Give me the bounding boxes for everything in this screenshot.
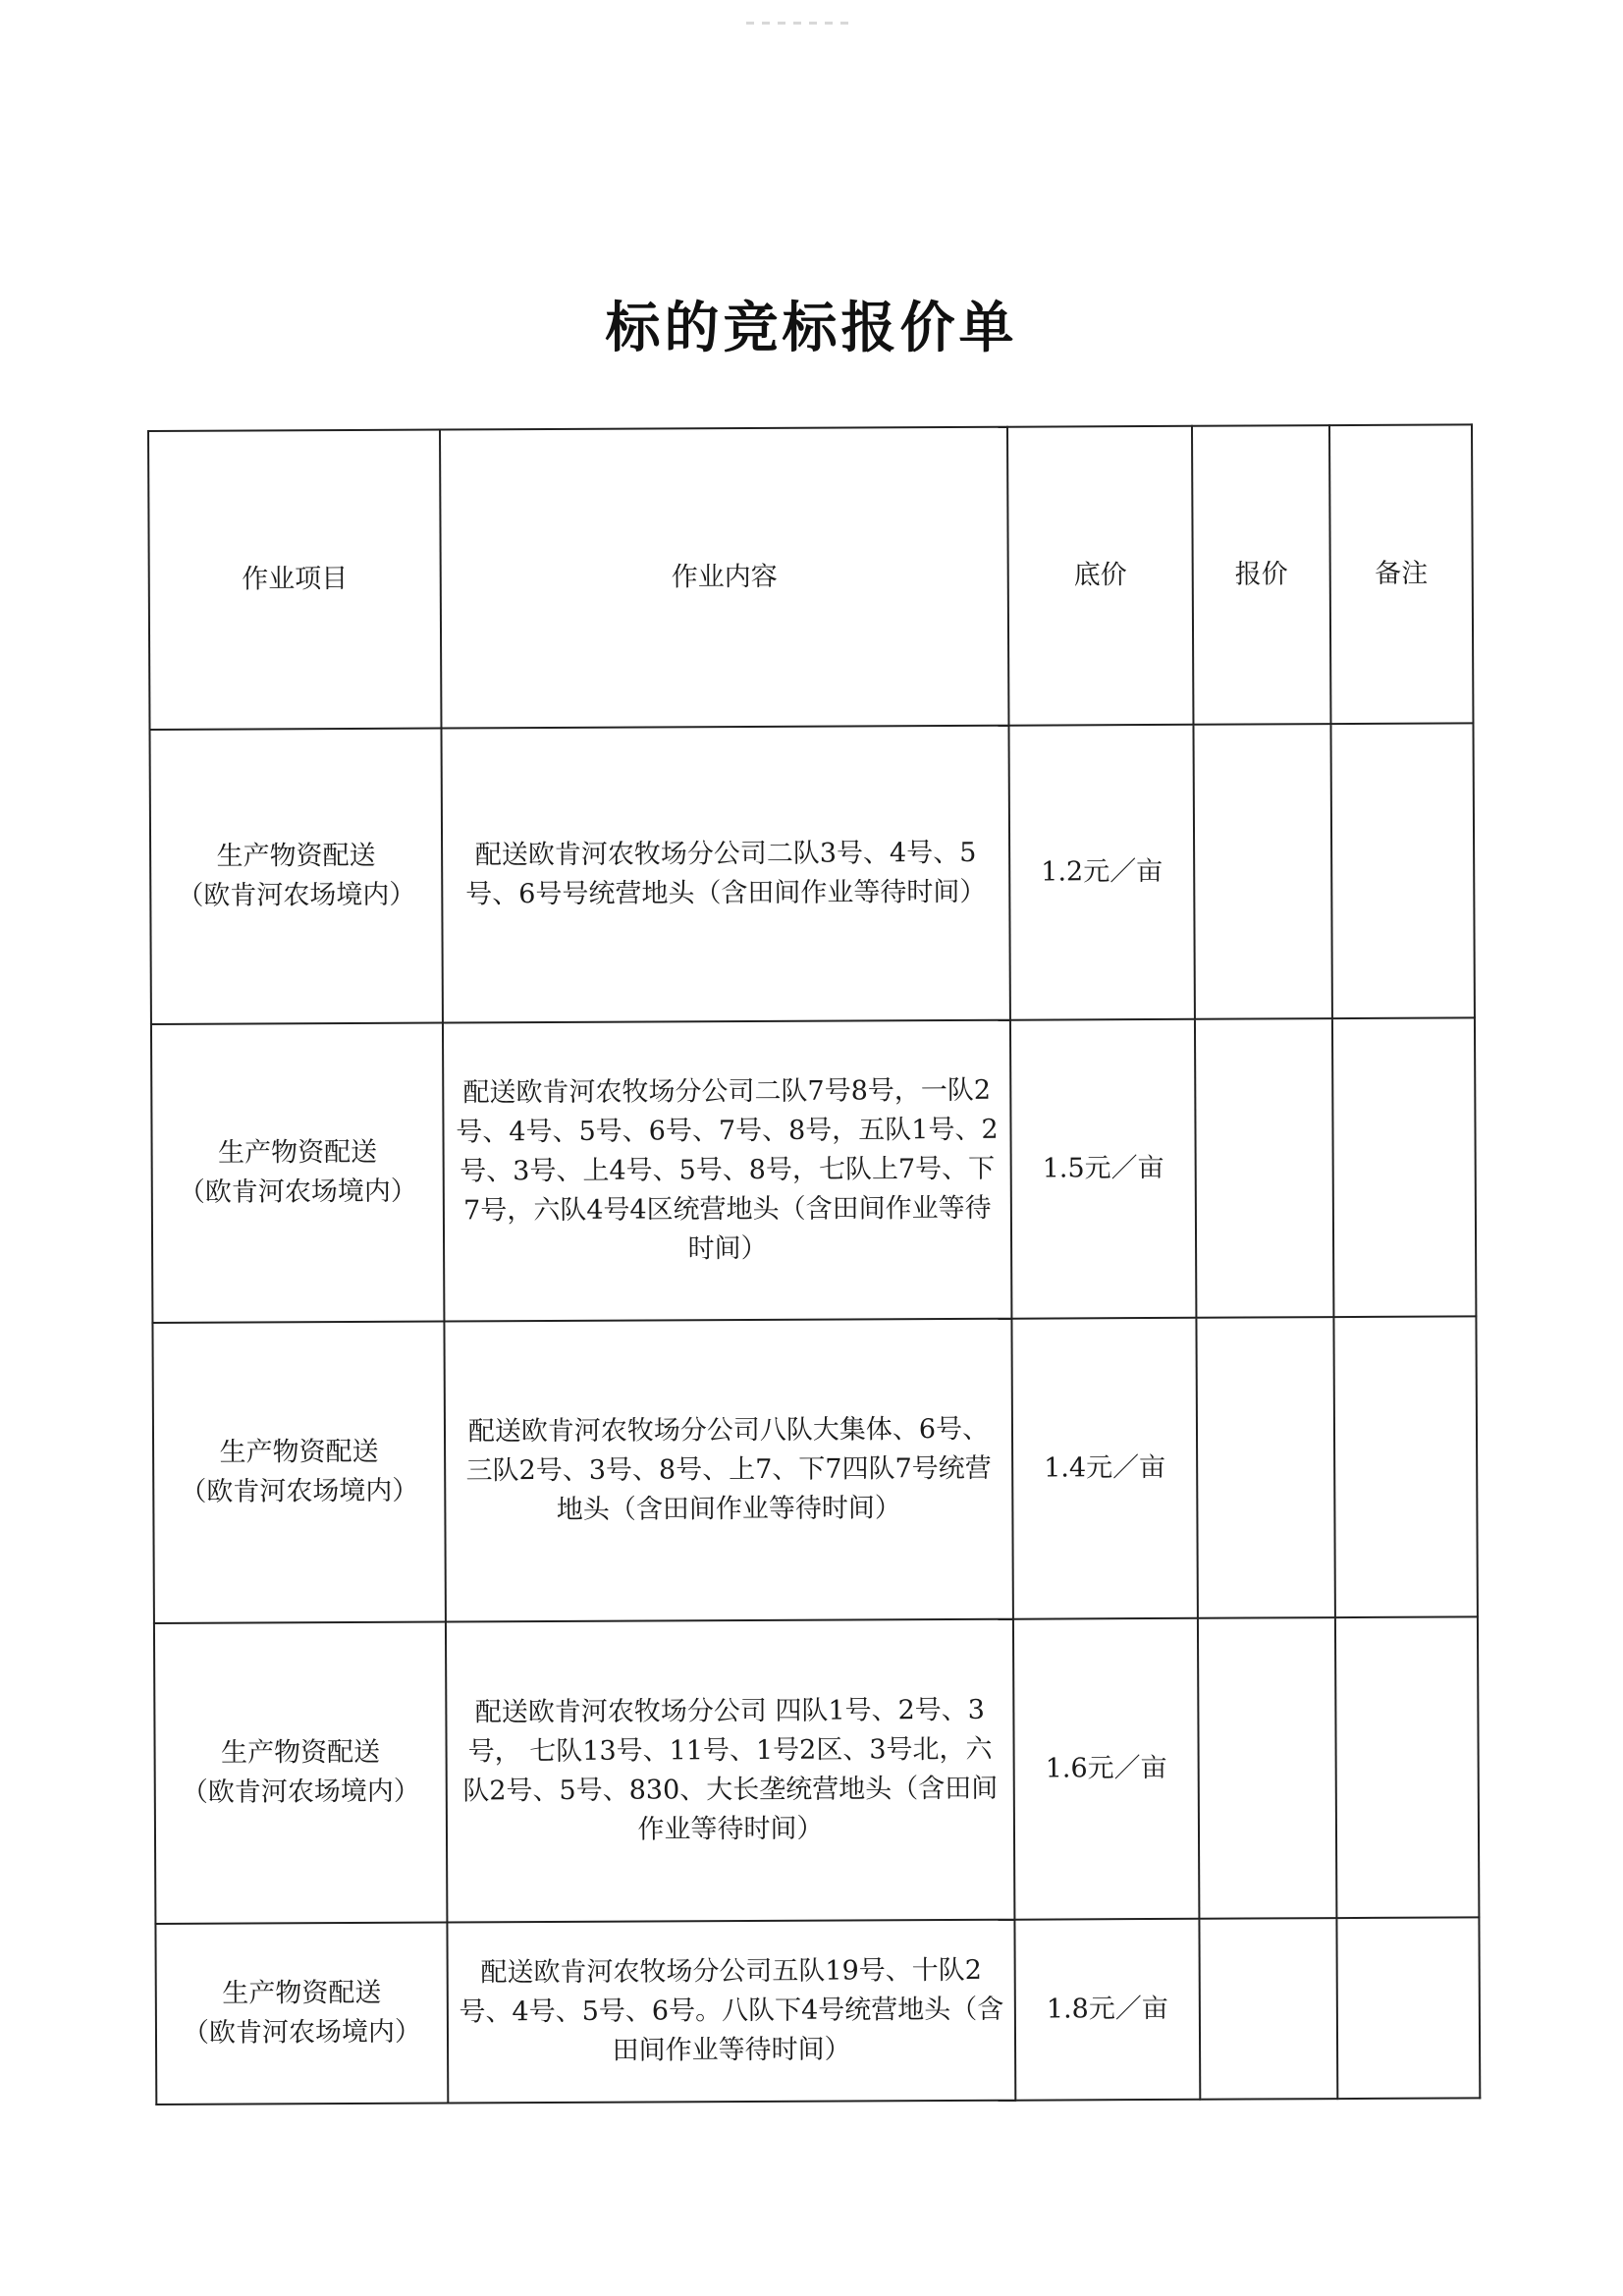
scan-artifact (746, 22, 854, 25)
base-price-cell: 1.2元／亩 (1008, 725, 1194, 1020)
quote-cell[interactable] (1196, 1317, 1334, 1618)
table-row (155, 1917, 1480, 2105)
item-cell (154, 1622, 447, 1924)
content-cell: 配送欧肯河农牧场分公司 四队1号、2号、3号， 七队13号、11号、1号2区、3号北，六队2号、5号、830、大长垄统营地头（含田间作业等待时间） (446, 1619, 1014, 1923)
item-location: （欧肯河农场境内） (181, 1776, 420, 1808)
item-location: （欧肯河农场境内） (180, 1475, 419, 1507)
remarks-cell[interactable] (1330, 723, 1474, 1018)
quote-table (147, 423, 1481, 2105)
table-row (149, 723, 1474, 1024)
item-name: 生产物资配送 (216, 840, 376, 872)
item-cell (155, 1923, 448, 2105)
remarks-cell[interactable] (1336, 1917, 1480, 2099)
item-location: （欧肯河农场境内） (178, 1175, 417, 1208)
quote-cell[interactable] (1198, 1617, 1336, 1919)
quote-cell[interactable] (1193, 724, 1331, 1019)
table-row (152, 1316, 1477, 1623)
item-cell (152, 1322, 445, 1623)
header-quote: 报价 (1192, 425, 1330, 725)
item-name: 生产物资配送 (222, 1977, 382, 2009)
table-row (154, 1616, 1479, 1924)
content-cell: 配送欧肯河农牧场分公司五队19号、十队2号、4号、5号、6号。八队下4号统营地头（含田间作业等待时间） (447, 1920, 1015, 2104)
item-cell (149, 729, 442, 1024)
base-price-cell: 1.4元／亩 (1011, 1318, 1197, 1619)
item-location: （欧肯河农场境内） (182, 2016, 422, 2049)
table-row (151, 1017, 1476, 1323)
item-cell (151, 1023, 444, 1323)
base-price-cell: 1.8元／亩 (1014, 1919, 1200, 2101)
item-name: 生产物资配送 (221, 1736, 381, 1769)
remarks-cell[interactable] (1333, 1316, 1477, 1617)
header-remarks: 备注 (1329, 424, 1473, 724)
item-location: （欧肯河农场境内） (177, 879, 416, 911)
content-cell: 配送欧肯河农牧场分公司二队3号、4号、5号、6号号统营地头（含田间作业等待时间） (441, 726, 1009, 1023)
item-name: 生产物资配送 (218, 1136, 378, 1169)
quote-cell[interactable] (1199, 1918, 1337, 2100)
content-cell: 配送欧肯河农牧场分公司八队大集体、6号、三队2号、3号、8号、上7、下7四队7号统营地头（含田间作业等待时间） (444, 1319, 1012, 1622)
base-price-cell: 1.5元／亩 (1010, 1019, 1196, 1319)
page-title: 标的竞标报价单 (605, 297, 1018, 360)
remarks-cell[interactable] (1335, 1616, 1479, 1918)
item-name: 生产物资配送 (219, 1436, 379, 1468)
remarks-cell[interactable] (1332, 1017, 1476, 1317)
quote-cell[interactable] (1195, 1018, 1333, 1318)
header-item: 作业项目 (148, 430, 441, 730)
header-base-price: 底价 (1007, 426, 1193, 726)
header-content: 作业内容 (440, 427, 1008, 729)
base-price-cell: 1.6元／亩 (1013, 1618, 1199, 1920)
content-cell: 配送欧肯河农牧场分公司二队7号8号，一队2号、4号、5号、6号、7号、8号，五队1号、2号、3号、上4号、5号、8号，七队上7号、下7号，六队4号4区统营地头（含田间作业等待时间） (443, 1020, 1011, 1322)
table-header-row (148, 424, 1473, 730)
